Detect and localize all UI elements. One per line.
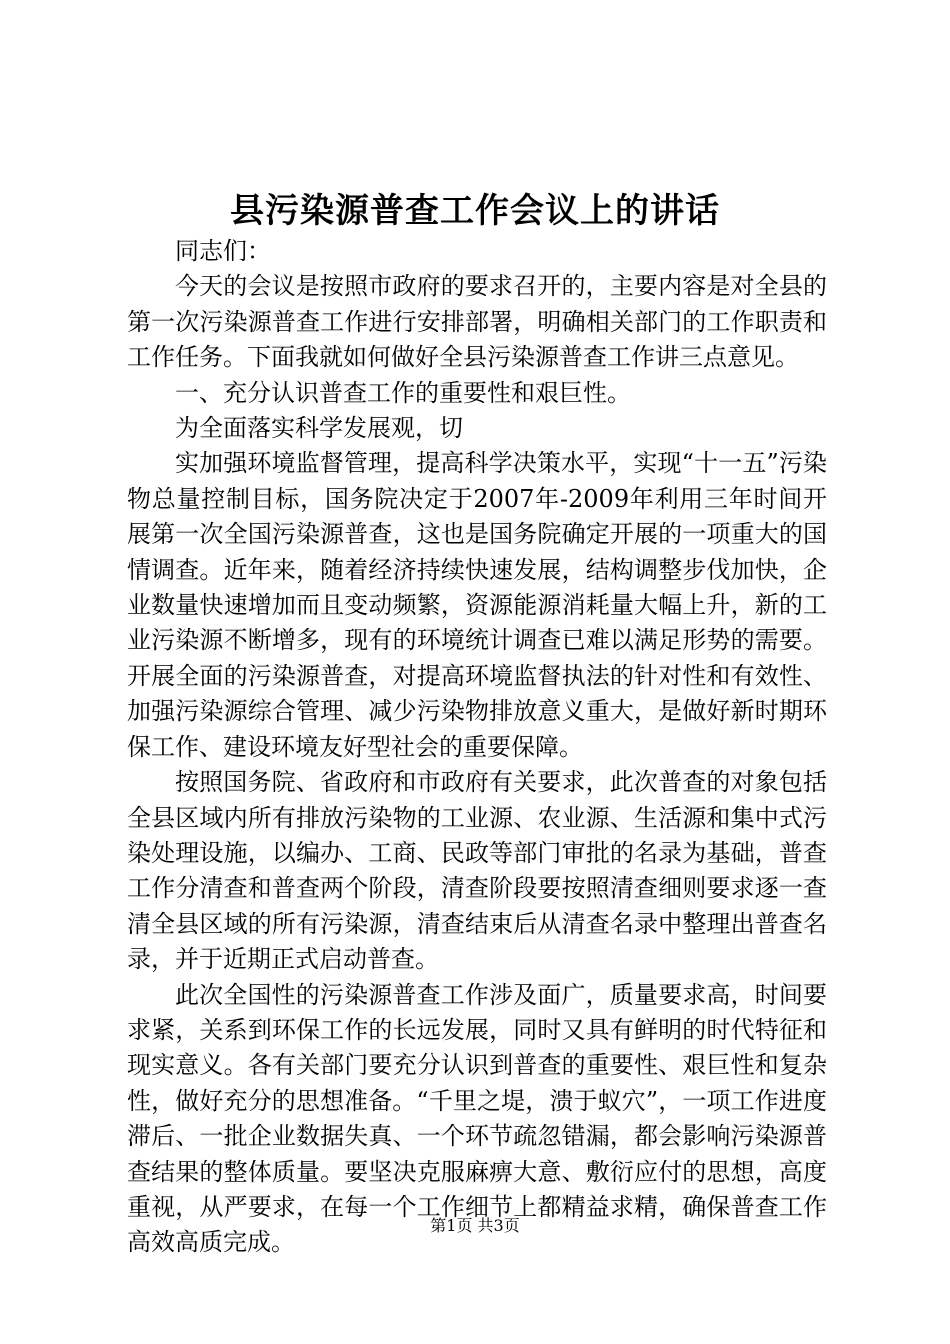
paragraph-salutation: 同志们： xyxy=(175,237,271,265)
paragraph-fragment: 为全面落实科学发展观，切 xyxy=(175,414,463,443)
page-title: 县污染源普查工作会议上的讲话 xyxy=(230,191,720,231)
page-footer: 第1页 共3页 xyxy=(430,1216,520,1235)
document-body xyxy=(127,234,827,1261)
paragraph-background: 实加强环境监督管理，提高科学决策水平，实现“十一五”污染物总量控制目标，国务院决定于2007年-2009年利用三年时间开展第一次全国污染源普查，这也是国务院确定开展的一项重大的国情调查。近年来，随着经济持续快速发展，结构调整步伐加快，企业数量快速增加而且变动频繁，资源能源消耗量大幅上升，新的工业污染源不断增多，现有的环境统计调查已难以满足形势的需要。开展全面的污染源普查，对提高环境监督执法的针对性和有效性、加强污染源综合管理、减少污染物排放意义重大，是做好新时期环保工作、建设环境友好型社会的重要保障。 xyxy=(127,449,827,761)
paragraph-scope: 按照国务院、省政府和市政府有关要求，此次普查的对象包括全县区域内所有排放污染物的工业源、农业源、生活源和集中式污染处理设施，以编办、工商、民政等部门审批的名录为基础，普查工作分清查和普查两个阶段，清查阶段要按照清查细则要求逐一查清全县区域的所有污染源，清查结束后从清查名录中整理出普查名录，并于近期正式启动普查。 xyxy=(127,768,827,974)
paragraph-importance: 此次全国性的污染源普查工作涉及面广，质量要求高，时间要求紧，关系到环保工作的长远发展，同时又具有鲜明的时代特征和现实意义。各有关部门要充分认识到普查的重要性、艰巨性和复杂性，做好充分的思想准备。“千里之堤，溃于蚁穴”，一项工作进度滞后、一批企业数据失真、一个环节疏忽错漏，都会影响污染源普查结果的整体质量。要坚决克服麻痹大意、敷衍应付的思想，高度重视，从严要求，在每一个工作细节上都精益求精，确保普查工作高效高质完成。 xyxy=(127,980,827,1257)
paragraph-intro: 今天的会议是按照市政府的要求召开的，主要内容是对全县的第一次污染源普查工作进行安排部署，明确相关部门的工作职责和工作任务。下面我就如何做好全县污染源普查工作讲三点意见。 xyxy=(127,272,827,372)
section-heading-1: 一、充分认识普查工作的重要性和艰巨性。 xyxy=(175,378,631,407)
